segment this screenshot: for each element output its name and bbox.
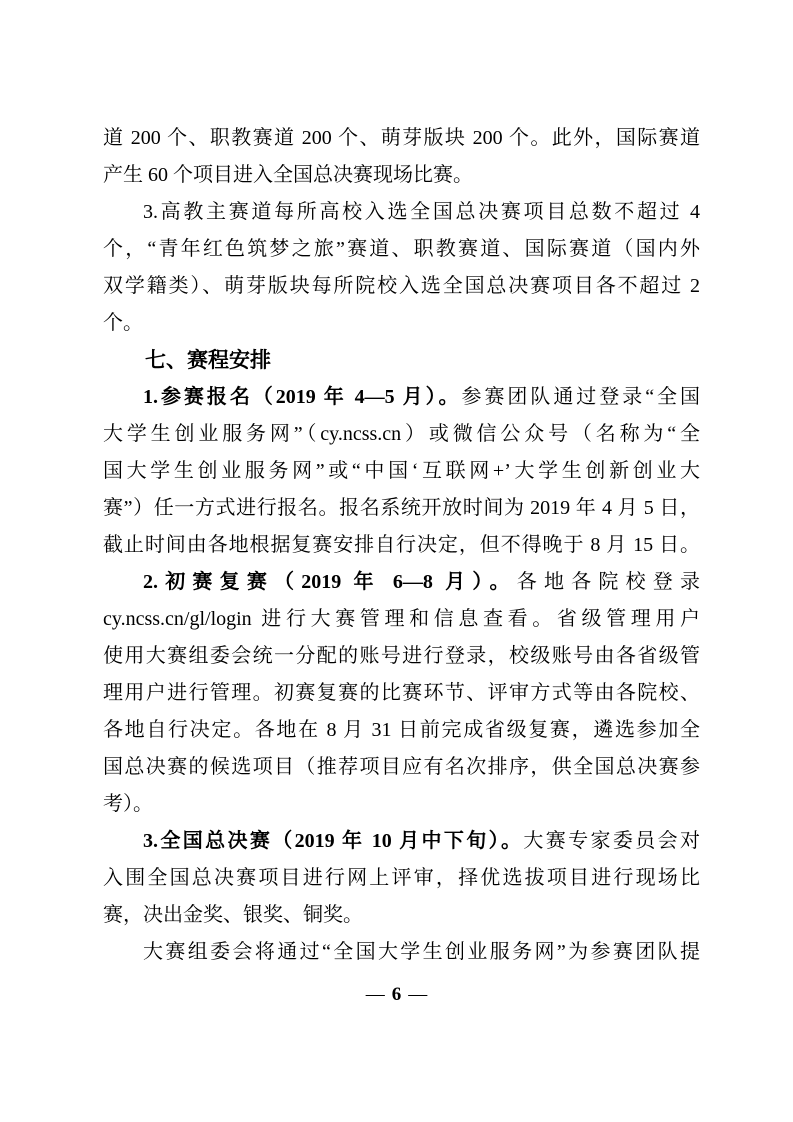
document-content xyxy=(103,120,700,971)
text-line xyxy=(103,786,700,823)
text-line xyxy=(103,564,700,601)
text-segment: 双学籍类）、萌芽版块每所院校入选全国总决赛项目各不超过 2 xyxy=(103,275,700,297)
text-segment: 国总决赛的候选项目（推荐项目应有名次排序，供全国总决赛参 xyxy=(103,756,700,778)
text-line xyxy=(103,638,700,675)
text-segment: 参赛团队通过登录“全国 xyxy=(461,386,700,408)
text-line xyxy=(103,601,700,638)
text-line xyxy=(103,490,700,527)
bold-run-label: 2.初赛复赛（2019 年 6—8 月）。 xyxy=(143,571,517,593)
text-line xyxy=(103,823,700,860)
text-segment: 道 200 个、职教赛道 200 个、萌芽版块 200 个。此外，国际赛道 xyxy=(103,127,700,149)
text-segment: 赛，决出金奖、银奖、铜奖。 xyxy=(103,904,363,926)
text-line xyxy=(103,268,700,305)
text-line xyxy=(103,305,700,342)
text-segment: 截止时间由各地根据复赛安排自行决定，但不得晚于 8 月 15 日。 xyxy=(103,534,700,556)
text-line xyxy=(103,934,700,971)
text-line xyxy=(103,120,700,157)
text-line xyxy=(103,897,700,934)
page-footer xyxy=(0,984,793,1006)
text-line xyxy=(103,749,700,786)
text-line xyxy=(103,453,700,490)
text-segment: 个，“青年红色筑梦之旅”赛道、职教赛道、国际赛道（国内外 xyxy=(103,238,700,260)
text-segment: 大学生创业服务网”（cy.ncss.cn）或微信公众号（名称为“全 xyxy=(103,423,700,445)
bold-run-label: 3.全国总决赛（2019 年 10 月中下旬）。 xyxy=(143,830,524,852)
text-line xyxy=(103,416,700,453)
bold-run-label: 1.参赛报名（2019 年 4—5 月）。 xyxy=(143,386,462,408)
text-segment: 产生 60 个项目进入全国总决赛现场比赛。 xyxy=(103,164,473,186)
text-segment: 使用大赛组委会统一分配的账号进行登录，校级账号由各省级管 xyxy=(103,645,700,667)
footer-dash-right: — xyxy=(408,984,428,1005)
text-line xyxy=(103,157,700,194)
text-segment: 各地各院校登录 xyxy=(516,571,700,593)
text-segment: 个。 xyxy=(103,312,143,334)
text-segment: cy.ncss.cn/gl/login 进行大赛管理和信息查看。省级管理用户 xyxy=(103,608,700,630)
text-segment: 各地自行决定。各地在 8 月 31 日前完成省级复赛，遴选参加全 xyxy=(103,719,700,741)
text-line xyxy=(103,379,700,416)
text-segment: 大赛专家委员会对 xyxy=(523,830,700,852)
text-line xyxy=(103,675,700,712)
page-number: 6 xyxy=(391,984,402,1005)
section-heading xyxy=(103,342,700,379)
text-segment: 考）。 xyxy=(103,793,153,815)
footer-dash-left: — xyxy=(365,984,385,1005)
text-segment: 大赛组委会将通过“全国大学生创业服务网”为参赛团队提 xyxy=(143,941,700,963)
text-line xyxy=(103,231,700,268)
text-line xyxy=(103,860,700,897)
text-line xyxy=(103,712,700,749)
text-segment: 3.高教主赛道每所高校入选全国总决赛项目总数不超过 4 xyxy=(143,201,700,223)
text-segment: 入围全国总决赛项目进行网上评审，择优选拔项目进行现场比 xyxy=(103,867,700,889)
section-heading-text: 七、赛程安排 xyxy=(145,349,271,372)
text-line xyxy=(103,194,700,231)
text-segment: 国大学生创业服务网”或“中国‘互联网+’大学生创新创业大 xyxy=(103,460,700,482)
text-segment: 赛”）任一方式进行报名。报名系统开放时间为 2019 年 4 月 5 日， xyxy=(103,497,700,519)
text-line xyxy=(103,527,700,564)
text-segment: 理用户进行管理。初赛复赛的比赛环节、评审方式等由各院校、 xyxy=(103,682,700,704)
